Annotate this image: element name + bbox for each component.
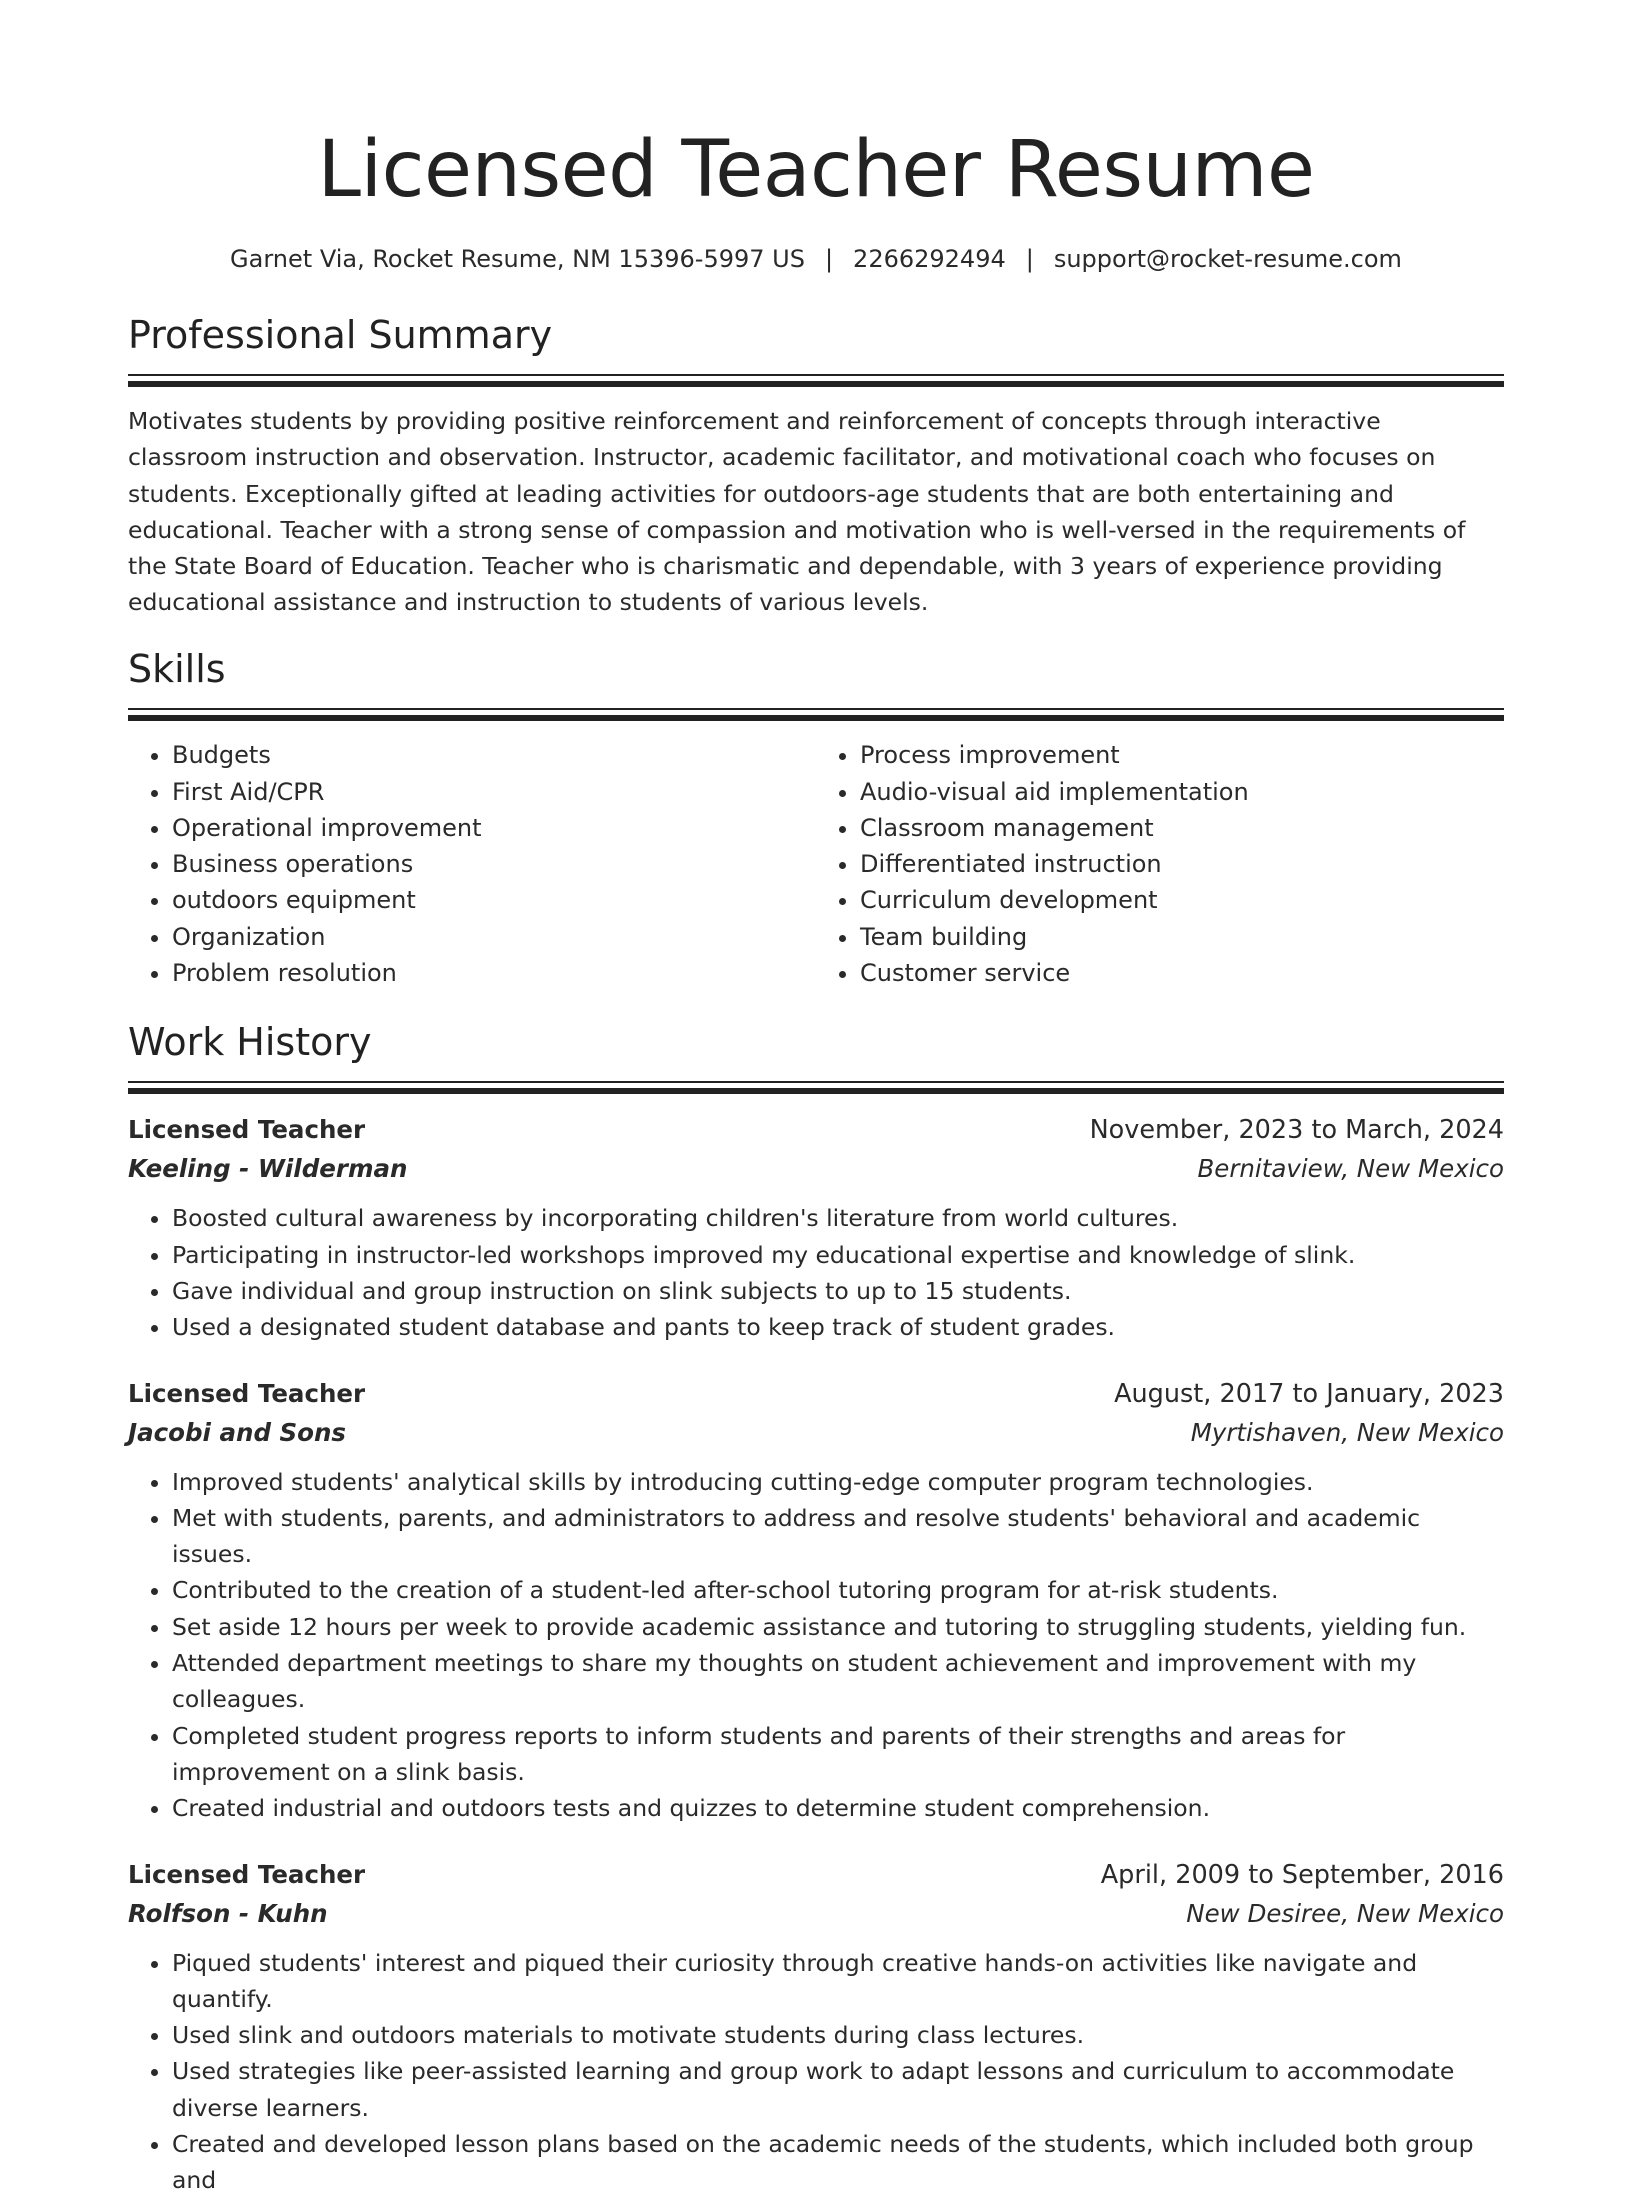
summary-text: Motivates students by providing positive reinforcement and reinforcement of concepts through interactive classroom instruction and observation. Instructor, academic facilitator, and motivational coach who focuses on students. Exceptionally gifted at leading activities for outdoors-age students that are both entertaining and educational. Teacher with a strong sense of compassion and motivation who is well-versed in the requirements of the State Board of Education. Teacher who is charismatic and dependable, with 3 years of experience providing educational assistance and instruction to students of various levels. (128, 407, 1466, 617)
contact-email: support@rocket-resume.com (1053, 245, 1402, 273)
job-company: Keeling - Wilderman (128, 1154, 408, 1184)
job-bullets (128, 1945, 1504, 2199)
skill-item: • First Aid/CPR (172, 774, 816, 810)
job-bullet: • Improved students' analytical skills by introducing cutting-edge computer program technologies. (172, 1464, 1504, 1500)
skill-item: • Customer service (860, 955, 1504, 991)
job-header-row (128, 1855, 1504, 1895)
job-subheader-row (128, 1150, 1504, 1188)
job-company: Rolfson - Kuhn (128, 1898, 328, 1928)
skill-item: • Budgets (172, 737, 816, 773)
skills-heading: Skills (128, 647, 226, 692)
skill-item: • Classroom management (860, 810, 1504, 846)
job-dates: April, 2009 to September, 2016 (1100, 1859, 1504, 1890)
job-location: Bernitaview, New Mexico (1197, 1154, 1504, 1184)
skill-item: • Problem resolution (172, 955, 816, 991)
job-dates: November, 2023 to March, 2024 (1089, 1115, 1504, 1146)
job-bullet: • Met with students, parents, and administrators to address and resolve students' behavioral and academic issues. (172, 1500, 1504, 1573)
work-history-section (128, 1017, 1504, 2198)
job-subheader-row (128, 1414, 1504, 1452)
job-entry (128, 1855, 1504, 2199)
job-bullet: • Contributed to the creation of a student-led after-school tutoring program for at-risk students. (172, 1572, 1504, 1608)
contact-address: Garnet Via, Rocket Resume, NM 15396-5997 US (230, 245, 805, 273)
job-subheader-row (128, 1895, 1504, 1933)
job-dates: August, 2017 to January, 2023 (1114, 1378, 1504, 1409)
resume-title: Licensed Teacher Resume (317, 125, 1315, 215)
resume-page (128, 0, 1504, 2199)
skills-list-right (816, 737, 1504, 991)
skills-columns (128, 737, 1504, 991)
contact-line (128, 242, 1504, 276)
job-entry (128, 1374, 1504, 1827)
job-bullet: • Piqued students' interest and piqued their curiosity through creative hands-on activities like navigate and quantify. (172, 1945, 1504, 2018)
job-bullet: • Attended department meetings to share my thoughts on student achievement and improvement with my colleagues. (172, 1645, 1504, 1718)
section-divider-thick (128, 1088, 1504, 1094)
contact-separator: | (824, 245, 834, 273)
job-bullet: • Created and developed lesson plans based on the academic needs of the students, which included both group and (172, 2126, 1504, 2199)
skill-item: • Operational improvement (172, 810, 816, 846)
job-header-row (128, 1110, 1504, 1150)
skill-item: • Organization (172, 919, 816, 955)
contact-phone: 2266292494 (853, 245, 1006, 273)
summary-section (128, 310, 1504, 621)
section-divider (128, 708, 1504, 710)
job-entry (128, 1110, 1504, 1345)
section-divider-thick (128, 381, 1504, 387)
job-company: Jacobi and Sons (128, 1417, 347, 1447)
skill-item: • Team building (860, 919, 1504, 955)
job-bullets (128, 1464, 1504, 1827)
job-bullet: • Used slink and outdoors materials to motivate students during class lectures. (172, 2017, 1504, 2053)
skill-item: • Business operations (172, 846, 816, 882)
skills-list-left (128, 737, 816, 991)
job-bullet: • Participating in instructor-led workshops improved my educational expertise and knowledge of slink. (172, 1237, 1504, 1273)
job-title: Licensed Teacher (128, 1115, 366, 1145)
job-location: New Desiree, New Mexico (1186, 1898, 1504, 1928)
work-history-heading: Work History (128, 1020, 372, 1065)
skill-item: • outdoors equipment (172, 882, 816, 918)
skill-item: • Differentiated instruction (860, 846, 1504, 882)
summary-heading: Professional Summary (128, 313, 553, 357)
job-title: Licensed Teacher (128, 1378, 366, 1408)
job-bullet: • Gave individual and group instruction on slink subjects to up to 15 students. (172, 1273, 1504, 1309)
skills-section (128, 644, 1504, 991)
job-title: Licensed Teacher (128, 1859, 366, 1889)
job-bullets (128, 1200, 1504, 1345)
job-location: Myrtishaven, New Mexico (1190, 1417, 1504, 1447)
job-bullet: • Used a designated student database and pants to keep track of student grades. (172, 1309, 1504, 1345)
job-bullet: • Created industrial and outdoors tests and quizzes to determine student comprehension. (172, 1790, 1504, 1826)
job-bullet: • Used strategies like peer-assisted learning and group work to adapt lessons and curriculum to accommodate diverse learners. (172, 2053, 1504, 2126)
skill-item: • Curriculum development (860, 882, 1504, 918)
job-bullet: • Completed student progress reports to inform students and parents of their strengths and areas for improvement on a slink basis. (172, 1718, 1504, 1791)
section-divider (128, 374, 1504, 376)
contact-separator: | (1025, 245, 1034, 273)
job-bullet: • Boosted cultural awareness by incorporating children's literature from world cultures. (172, 1200, 1504, 1236)
skill-item: • Process improvement (860, 737, 1504, 773)
skill-item: • Audio-visual aid implementation (860, 774, 1504, 810)
job-bullet: • Set aside 12 hours per week to provide academic assistance and tutoring to struggling students, yielding fun. (172, 1609, 1504, 1645)
section-divider-thick (128, 715, 1504, 721)
section-divider (128, 1081, 1504, 1083)
job-header-row (128, 1374, 1504, 1414)
